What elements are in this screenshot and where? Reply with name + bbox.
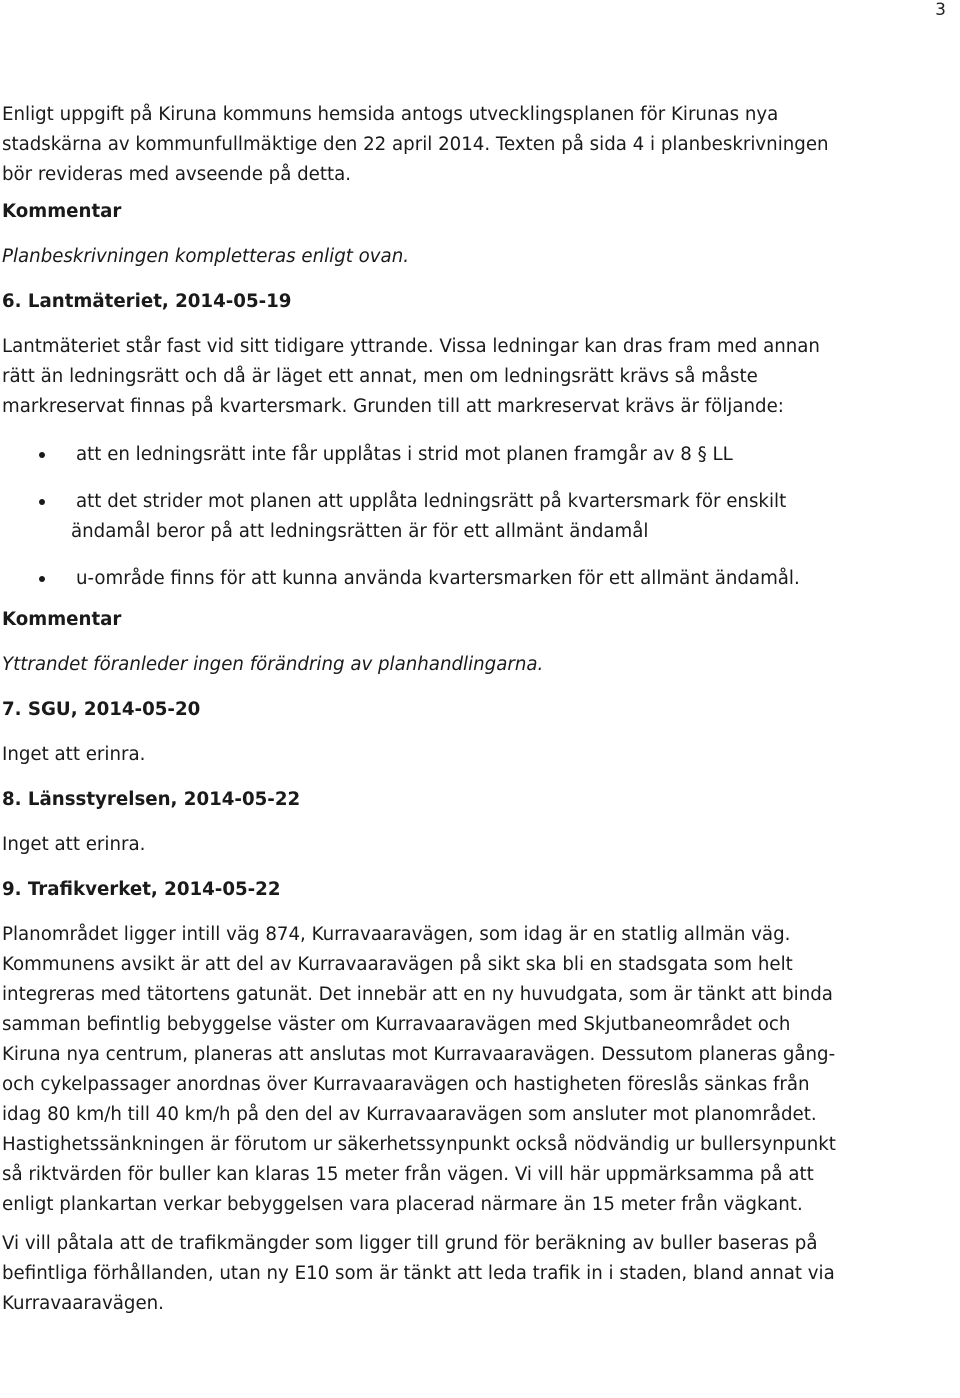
section-heading-7: 7. SGU, 2014-05-20: [2, 699, 201, 720]
section-8-text: Inget att erinra.: [2, 834, 146, 855]
section-6-paragraph: Lantmäteriet står fast vid sitt tidigare yttrande. Vissa ledningar kan dras fram med annan rätt än ledningsrätt och då är läget ett annat, men om ledningsrätt krävs så måste markreservat finnas på kvartersmark. Grunden till att markreservat krävs är följande:: [2, 336, 820, 417]
document-body: [0, 100, 840, 1319]
section-heading-6: 6. Lantmäteriet, 2014-05-19: [2, 291, 292, 312]
list-item-text: att en ledningsrätt inte får upplåtas i strid mot planen framgår av 8 § LL: [76, 444, 733, 465]
list-item-text: att det strider mot planen att upplåta ledningsrätt på kvartersmark för enskilt: [76, 491, 787, 512]
section-heading-9: 9. Trafikverket, 2014-05-22: [2, 879, 281, 900]
list-item: [2, 440, 840, 470]
intro-paragraph: Enligt uppgift på Kiruna kommuns hemsida antogs utvecklingsplanen för Kirunas nya stadskärna av kommunfullmäktige den 22 april 2014. Texten på sida 4 i planbeskrivningen bör revideras med avseende på detta.: [2, 104, 829, 185]
list-item: [2, 487, 840, 547]
list-item: [2, 564, 840, 594]
bullet-icon: [39, 452, 45, 458]
section-9-paragraph-2: Vi vill påtala att de trafikmängder som ligger till grund för beräkning av buller baseras på befintliga förhållanden, utan ny E10 som är tänkt att leda trafik in i staden, bland annat via Kurravaaravägen.: [2, 1233, 835, 1314]
comment-text: Planbeskrivningen kompletteras enligt ovan.: [2, 246, 409, 267]
list-item-text: u-område finns för att kunna använda kvartersmarken för ett allmänt ändamål.: [76, 568, 800, 589]
bullet-icon: [39, 576, 45, 582]
section-7-text: Inget att erinra.: [2, 744, 146, 765]
comment-heading: Kommentar: [2, 609, 122, 630]
bullet-icon: [39, 499, 45, 505]
section-9-paragraph-1: Planområdet ligger intill väg 874, Kurravaaravägen, som idag är en statlig allmän väg. Kommunens avsikt är att del av Kurravaaravägen på sikt ska bli en stadsgata som helt integreras med tätortens gatunät. Det innebär att en ny huvudgata, som är tänkt att binda samman befintlig bebyggelse väster om Kurravaaravägen med Skjutbaneområdet och Kiruna nya centrum, planeras att anslutas mot Kurravaaravägen. Dessutom planeras gång- och cykelpassager anordnas över Kurravaaravägen och hastigheten föreslås sänkas från idag 80 km/h till 40 km/h på den del av Kurravaaravägen som ansluter mot planområdet. Hastighetssänkningen är förutom ur säkerhetssynpunkt också nödvändig ur bullersynpunkt så riktvärden för buller kan klaras 15 meter från vägen. Vi vill här uppmärksamma på att enligt plankartan verkar bebyggelsen vara placerad närmare än 15 meter från vägkant.: [2, 924, 836, 1215]
section-heading-8: 8. Länsstyrelsen, 2014-05-22: [2, 789, 301, 810]
comment-text: Yttrandet föranleder ingen förändring av planhandlingarna.: [2, 654, 544, 675]
comment-heading: Kommentar: [2, 201, 122, 222]
requirements-list: [2, 440, 840, 594]
list-item-continuation: ändamål beror på att ledningsrätten är för ett allmänt ändamål: [71, 521, 649, 542]
page-number: 3: [935, 0, 946, 20]
